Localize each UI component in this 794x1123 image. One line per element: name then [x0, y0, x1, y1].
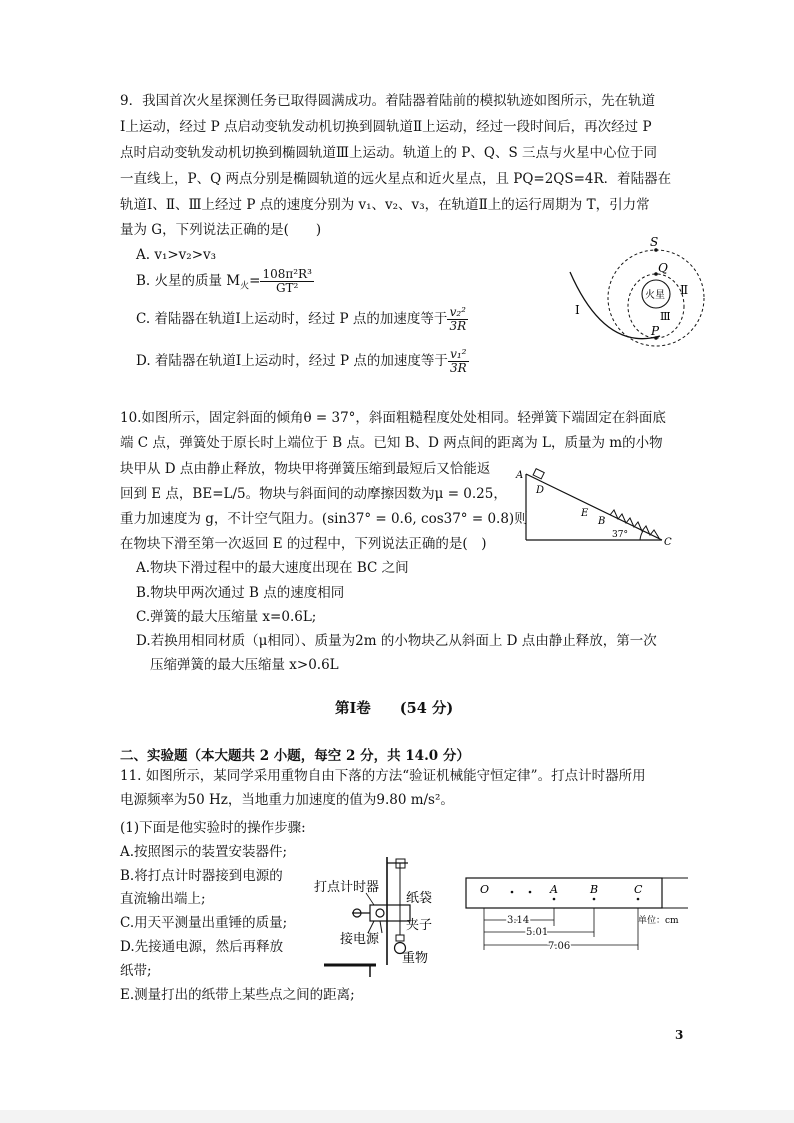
label-a: A: [516, 470, 524, 481]
section-title: 第Ⅰ卷 (54 分): [335, 700, 454, 717]
q11-line-2: 电源频率为50 Hz，当地重力加速度的值为9.80 m/s²。: [120, 792, 454, 808]
q11-tape-figure: [462, 870, 692, 960]
q9-option-b: [136, 266, 314, 302]
tape-dot-1: [511, 891, 514, 894]
page-number: 3: [675, 1028, 684, 1042]
q9-option-d-den: 3R: [449, 361, 467, 375]
label-d: D: [536, 485, 545, 496]
q9-option-c-fraction: [447, 306, 468, 333]
q9-option-b-den: GT²: [275, 281, 299, 295]
q9-line-3: 点时启动变轨发动机切换到椭圆轨道Ⅲ上运动。轨道上的 P、Q、S 三点与火星中心位于同: [120, 145, 657, 161]
label-e: E: [581, 508, 589, 519]
label-p: P: [651, 324, 660, 338]
q11-step-a: A.按照图示的装置安装器件;: [120, 844, 288, 860]
tape-dot-c: [637, 898, 640, 901]
q11-step-d-2: 纸带;: [120, 963, 152, 979]
q11-step-b-2: 直流输出端上;: [120, 891, 206, 907]
q10-option-b: B.物块甲两次通过 B 点的速度相同: [136, 585, 345, 601]
label-tape: 纸袋: [406, 891, 433, 906]
orbit-i-path: [570, 272, 660, 339]
q9-option-c-num: v₂²: [447, 306, 468, 320]
q11-line-1: 11. 如图所示，某同学采用重物自由下落的方法“验证机械能守恒定律”。打点计时器所用: [120, 768, 646, 784]
q9-option-b-prefix: B. 火星的质量 M: [136, 273, 241, 289]
dim-value-2: 5.01: [526, 927, 549, 938]
label-mars: 火星: [645, 290, 665, 301]
label-angle: 37°: [612, 530, 628, 540]
q10-line-4: 回到 E 点，BE=L/5。物块与斜面间的动摩擦因数为μ = 0.25，: [120, 486, 507, 502]
angle-arc: [640, 531, 643, 540]
label-s: S: [650, 235, 659, 249]
q9-option-d: [136, 346, 469, 376]
q9-option-b-sub: 火: [240, 281, 250, 292]
unit-label: 单位：cm: [638, 916, 679, 926]
label-orbit-i: Ⅰ: [575, 303, 580, 317]
q10-option-c: C.弹簧的最大压缩量 x=0.6L;: [136, 609, 317, 625]
dim-value-3: 7.06: [548, 941, 571, 952]
tape-dot-a: [553, 898, 556, 901]
q9-line-6: 量为 G，下列说法正确的是( ): [120, 222, 322, 238]
q9-option-c: [136, 304, 468, 334]
q9-option-b-fraction: [260, 268, 313, 295]
label-c: C: [664, 537, 672, 548]
tape-label-o: O: [480, 883, 490, 896]
q11-step-b-1: B.将打点计时器接到电源的: [120, 868, 283, 884]
q11-apparatus-figure: [312, 853, 447, 978]
q9-line-2: Ⅰ上运动，经过 P 点启动变轨发动机切换到圆轨道Ⅱ上运动，经过一段时间后，再次经过 P: [120, 119, 652, 135]
q10-option-a: A.物块下滑过程中的最大速度出现在 BC 之间: [136, 560, 409, 576]
q9-option-c-prefix: C. 着陆器在轨道Ⅰ上运动时，经过 P 点的加速度等于: [136, 311, 448, 327]
mount-knob-right: [376, 909, 384, 917]
q9-line-1: 9．我国首次火星探测任务已取得圆满成功。着陆器着陆前的模拟轨迹如图所示，先在轨道: [120, 93, 656, 109]
q10-option-d-2: 压缩弹簧的最大压缩量 x>0.6L: [150, 657, 339, 673]
tape-strip: [466, 878, 662, 908]
q9-orbit-figure: [560, 232, 710, 367]
q10-line-2: 端 C 点，弹簧处于原长时上端位于 B 点。已知 B、D 两点间的距离为 L，质量为 m的小物: [120, 435, 663, 451]
q10-line-5: 重力加速度为 g，不计空气阻力。(sin37° = 0.6, cos37° = 0.8)则: [120, 511, 528, 527]
q9-option-b-num: 108π²R³: [262, 267, 312, 281]
power-wire-right: [380, 921, 382, 933]
q11-step-d-1: D.先接通电源，然后再释放: [120, 939, 284, 955]
q10-option-d-1: D.若换用相同材质（μ相同）、质量为2m 的小物块乙从斜面上 D 点由静止释放，第一次: [136, 633, 657, 649]
section-2-heading: 二、实验题（本大题共 2 小题，每空 2 分，共 14.0 分）: [120, 748, 470, 764]
q10-line-3: 块甲从 D 点由静止释放，物块甲将弹簧压缩到最短后又恰能返: [120, 461, 491, 477]
tape-label-a: A: [550, 883, 558, 896]
q9-option-d-fraction: [448, 348, 469, 375]
q10-line-1: 10.如图所示，固定斜面的倾角θ = 37°，斜面粗糙程度处处相同。轻弹簧下端固定在斜面底: [120, 410, 666, 426]
q9-line-4: 一直线上，P、Q 两点分别是椭圆轨道的远火星点和近火星点，且 PQ=2QS=4R．着陆器在: [120, 171, 672, 187]
q10-line-6: 在物块下滑至第一次返回 E 的过程中，下列说法正确的是( ): [120, 536, 487, 552]
tape-label-c: C: [634, 883, 643, 896]
q9-option-d-prefix: D. 着陆器在轨道Ⅰ上运动时，经过 P 点的加速度等于: [136, 353, 448, 369]
label-q: Q: [658, 261, 668, 275]
label-clip: 夹子: [406, 918, 433, 933]
q9-option-d-num: v₁²: [448, 348, 469, 362]
q10-incline-figure: [512, 466, 674, 548]
dim-value-1: 3.14: [507, 915, 530, 926]
q11-step-e: E.测量打出的纸带上某些点之间的距离;: [120, 987, 355, 1003]
label-b: B: [598, 516, 606, 527]
clip: [396, 935, 404, 941]
label-weight: 重物: [402, 951, 429, 966]
block-d: [533, 469, 544, 479]
label-orbit-iii: Ⅲ: [660, 310, 671, 323]
label-power: 接电源: [340, 932, 380, 947]
q9-option-a: A. v₁>v₂>v₃: [136, 247, 217, 263]
label-orbit-ii: Ⅱ: [680, 283, 689, 297]
tape-label-b: B: [590, 883, 599, 896]
tape-dot-2: [529, 891, 532, 894]
q9-option-b-eq: =: [249, 273, 261, 289]
q9-line-5: 轨道Ⅰ、Ⅱ、Ⅲ上经过 P 点的速度分别为 v₁、v₂、v₃，在轨道Ⅱ上的运行周期为 T，引力常: [120, 197, 650, 213]
tape-dot-b: [593, 898, 596, 901]
q9-option-c-den: 3R: [449, 319, 467, 333]
q11-step-c: C.用天平测量出重锤的质量;: [120, 915, 288, 931]
q11-step-intro: (1)下面是他实验时的操作步骤:: [120, 820, 306, 836]
bottom-strip: [0, 1110, 794, 1123]
label-timer: 打点计时器: [314, 880, 380, 895]
